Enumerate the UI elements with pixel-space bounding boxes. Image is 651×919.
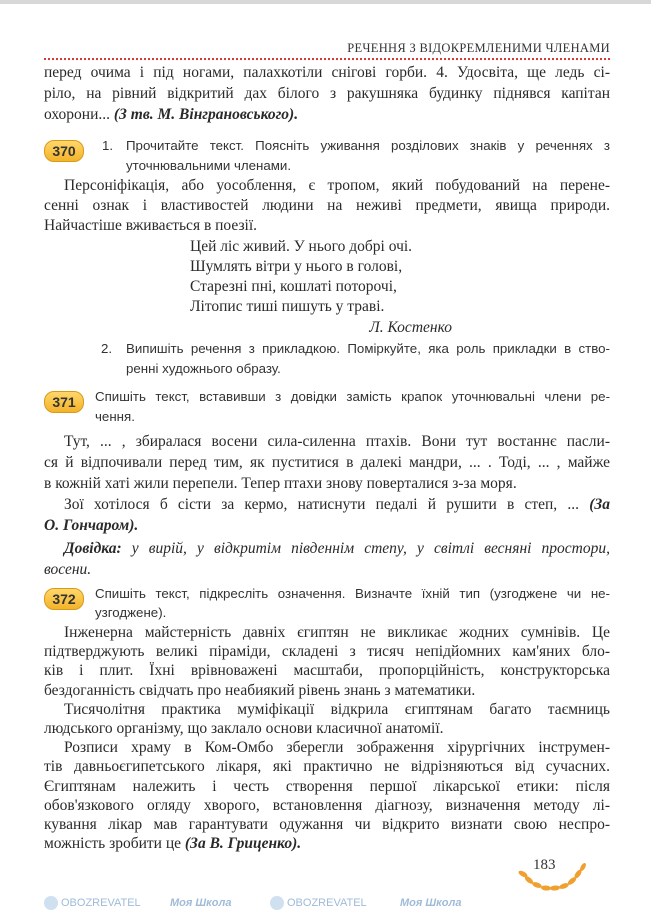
watermark-logo-icon: [44, 896, 58, 910]
text-line: [44, 623, 610, 642]
text-segment: тів давньоєгипетського лікаря, які практично не відрізняються від сучасних.: [44, 758, 610, 776]
exercise-number-badge: 372: [44, 588, 84, 610]
page-number: 183: [533, 857, 556, 873]
poem-line: Шумлять вітри у нього в голові,: [190, 258, 403, 275]
text-segment: уточнювальними членами.: [126, 158, 292, 173]
text-line: [44, 452, 610, 473]
text-segment: бездоганність свідчать про неабиякий рівень знань з математики.: [44, 681, 476, 699]
text-line: [44, 196, 610, 216]
text-segment: (За В. Гриценко).: [184, 835, 302, 853]
exercise-371-text: [44, 431, 610, 536]
text-segment: О. Гончаром).: [44, 517, 139, 534]
text-segment: ків і плит. Їхні врівноважені масштаби, пропорційність, конструкторська: [44, 662, 610, 680]
poem-line: Старезні пні, кошлаті поторочі,: [190, 278, 397, 295]
text-line: [44, 681, 610, 700]
task-number: 2.: [101, 341, 113, 356]
text-line: [95, 584, 610, 603]
watermark-logo-icon: [270, 896, 284, 910]
text-line: [44, 738, 610, 757]
obozrevatel-watermark: [270, 895, 367, 911]
exercise-370-task-2: [126, 339, 610, 379]
exercise-370-text: [44, 176, 610, 236]
exercise-number-badge: 370: [44, 140, 84, 162]
text-segment: Єгиптянам належить і честь створення першої лікарської етики: після: [44, 777, 610, 795]
intro-paragraph: [44, 62, 610, 125]
text-line: [44, 83, 610, 104]
text-line: [44, 777, 610, 796]
text-segment: сенні ознак і властивостей людини на неживі предмети, явища природи.: [44, 197, 610, 214]
text-line: [44, 176, 610, 196]
text-segment: узгоджене).: [95, 605, 167, 620]
text-segment: Зої хотілося б сісти за кермо, натиснути педалі й рушити в степ, ...: [64, 496, 590, 513]
text-line: [44, 700, 610, 719]
text-segment: Розписи храму в Ком-Омбо зберегли зображення хірургічних інструмен-: [64, 739, 610, 757]
text-line: [44, 515, 610, 536]
text-line: [44, 538, 610, 559]
text-segment: ся й відпочивали перед тим, як пуститися в далекі мандри, ... . Тоді, ... , майже: [44, 454, 610, 471]
task-number: 1.: [102, 138, 114, 153]
text-line: [44, 494, 610, 515]
text-segment: чення.: [95, 409, 135, 424]
text-segment: кування лікар мав гарантувати одужання чи відкрито визнати свою неспро-: [44, 816, 610, 834]
text-segment: ренні художнього образу.: [126, 361, 281, 376]
text-line: [126, 136, 610, 156]
text-segment: Тисячолітня практика муміфікації відкрила єгиптянам багато таємниць: [64, 700, 610, 718]
text-line: [44, 216, 610, 236]
text-segment: в кожній хаті жили перепели. Тепер птахи знову поверталися з-за моря.: [44, 475, 517, 492]
exercise-371-task: [95, 387, 610, 427]
text-line: [44, 815, 610, 834]
text-segment: перед очима і під ногами, палахкотіли снігові горби. 4. Удосвіта, ще ледь сі-: [44, 64, 610, 81]
text-segment: у вирій, у відкритім південнім степу, у світлі весняні простори,: [121, 540, 610, 557]
text-segment: восени.: [44, 561, 92, 578]
text-line: [44, 834, 610, 853]
text-line: [44, 796, 610, 815]
header-divider: [44, 58, 610, 60]
text-segment: охорони...: [44, 106, 114, 123]
text-segment: Прочитайте текст. Поясніть уживання розділових знаків у реченнях з: [126, 138, 610, 153]
running-header: РЕЧЕННЯ З ВІДОКРЕМЛЕНИМИ ЧЛЕНАМИ: [347, 41, 610, 55]
page-top-edge: [0, 0, 651, 4]
moya-shkola-watermark: [400, 895, 461, 911]
text-segment: Спишіть текст, підкресліть означення. Визначте їхній тип (узгоджене чи не-: [95, 586, 610, 601]
text-line: [95, 407, 610, 427]
text-segment: обов'язкового огляду хворого, встановлення діагнозу, визначення методу лі-: [44, 796, 610, 814]
text-line: [44, 104, 610, 125]
text-line: [95, 603, 610, 622]
text-segment: Тут, ... , збиралася восени сила-силенна птахів. Вони тут востаннє пасли-: [64, 433, 610, 450]
obozrevatel-watermark: [44, 895, 141, 911]
text-line: [95, 387, 610, 407]
text-segment: людського організму, що заклало основи класичної анатомії.: [44, 720, 444, 738]
watermark-text: OBOZREVATEL: [287, 897, 367, 909]
watermark-text: OBOZREVATEL: [61, 897, 141, 909]
moya-shkola-watermark: [170, 895, 231, 911]
text-line: [44, 719, 610, 738]
exercise-372-text: [44, 623, 610, 853]
text-segment: Найчастіше вживається в поезії.: [44, 217, 258, 234]
text-segment: (З тв. М. Вінграновського).: [113, 106, 299, 123]
watermark-text: Моя Школа: [400, 897, 462, 909]
text-segment: ріло, на рівний відкритий дах білого з ракушняка будинку піднявся капітан: [44, 85, 610, 102]
text-line: [44, 559, 610, 580]
poem-author: Л. Костенко: [369, 319, 452, 336]
text-line: [44, 642, 610, 661]
text-segment: Персоніфікація, або уособлення, є тропом, який побудований на перене-: [64, 177, 610, 194]
exercise-number-badge: 371: [44, 391, 84, 413]
text-line: [44, 431, 610, 452]
watermark-text: Моя Школа: [170, 897, 232, 909]
text-segment: Інженерна майстерність давніх єгиптян не викликає жодних сумнівів. Це: [64, 624, 610, 641]
text-segment: Випишіть речення з прикладкою. Поміркуйте, яка роль прикладки в ство-: [126, 341, 610, 356]
exercise-371-hint: [44, 538, 610, 580]
text-line: [44, 473, 610, 494]
text-segment: Спишіть текст, вставивши з довідки замість крапок уточнювальні члени ре-: [95, 389, 610, 404]
text-segment: підтверджують великі піраміди, складені з тисяч непідйомних кам'яних бло-: [44, 643, 610, 661]
text-line: [44, 661, 610, 680]
exercise-370-task-1: [126, 136, 610, 176]
text-segment: (За: [589, 496, 610, 513]
text-segment: можність зробити це: [44, 835, 185, 853]
exercise-372-task: [95, 584, 610, 622]
text-line: [44, 62, 610, 83]
poem: [190, 237, 412, 317]
text-line: [126, 339, 610, 359]
poem-line: Літопис тиші пишуть у траві.: [190, 298, 385, 315]
text-line: [44, 757, 610, 776]
poem-line: Цей ліс живий. У нього добрі очі.: [190, 238, 413, 255]
text-segment: Довідка:: [64, 540, 122, 557]
text-line: [126, 156, 610, 176]
text-line: [126, 359, 610, 379]
